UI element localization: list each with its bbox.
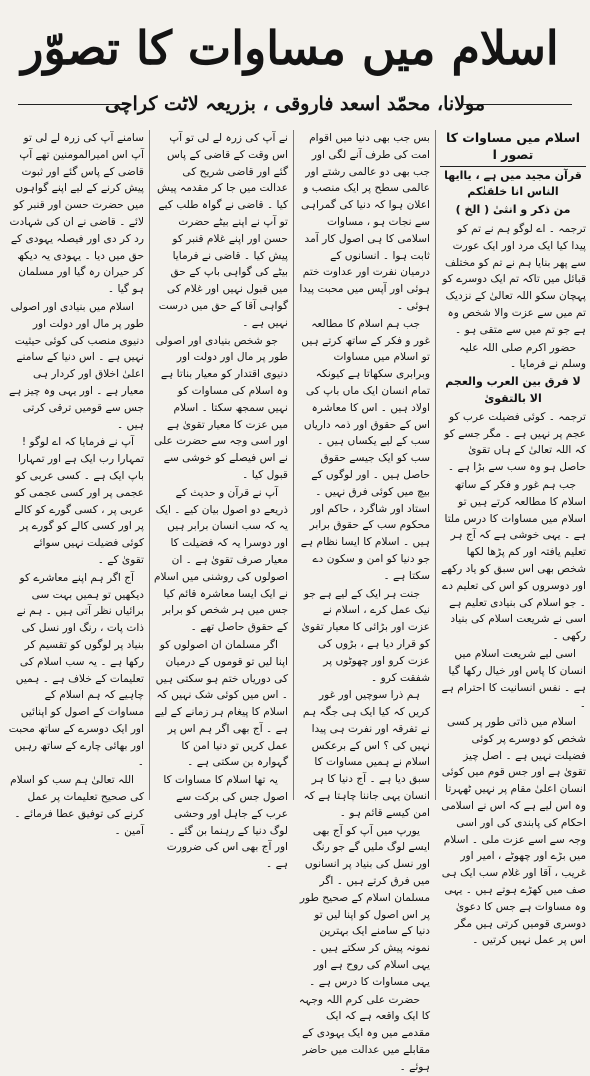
paragraph: یورپ میں آپ کو آج بھی ایسے لوگ ملیں گے جو رنگ اور نسل کی بنیاد پر انسانوں میں فرق کرتے ہیں ۔ اگر مسلمان اسلام کے صحیح طور پر اس اصول کو اپنا لیں تو دنیا کے سامنے ایک بہترین نمونہ پیش کر سکتے ہیں ۔ یہی اسلام کی روح ہے اور یہی مساوات کا درس ہے ۔ (299, 824, 430, 988)
hadith-quote: لا فرق بین العرب والعجم الا بالتقویٰ (445, 375, 581, 405)
paragraph: حضرت علی کرم اللہ وجہہ کا ایک واقعہ ہے کہ ایک مقدمے میں وہ ایک یہودی کے مقابلے میں عدالت میں حاضر ہوئے ۔ (298, 993, 430, 1073)
text-column-3 (153, 130, 288, 871)
paragraph: نے آپ کی زرہ لے لی تو آپ اس وقت کے قاضی کے پاس گئے اور قاضی شریح کی عدالت میں جا کر مقدمہ پیش کیا ۔ قاضی نے گواہ طلب کیے تو آپ نے اپنے بیٹے حضرت حسن اور اپنے غلام قنبر کو پیش کیا ۔ قاضی نے فرمایا بیٹے کی گواہی باپ کے حق میں قبول نہیں اور غلام کی گواہی آقا کے حق میں درست نہیں ہے ۔ (156, 132, 288, 329)
paragraph: جو شخص بنیادی اور اصولی طور پر مال اور دولت اور دنیوی اقتدار کو معیار بناتا ہے وہ اسلام کی مساوات کو نہیں سمجھ سکتا ۔ اسلام میں عزت کا معیار تقویٰ ہے اور اسی وجہ سے حضرت علی نے اس فیصلے کو خوشی سے قبول کیا ۔ (154, 334, 288, 481)
article-byline: مولانا، محمّد اسعد فاروقی ، بزریعہ لاٹت کراچی (104, 93, 486, 115)
article-columns (8, 130, 586, 1073)
text-column-1 (440, 130, 586, 947)
paragraph: اگر مسلمان ان اصولوں کو اپنا لیں تو قوموں کے درمیان کی دوریاں ختم ہو سکتی ہیں ۔ اس میں کوئی شک نہیں کہ اسلام کا پیغام ہر زمانے کے لیے ہے ۔ آج بھی اگر ہم اس پر عمل کریں تو دنیا امن کا گہوارہ بن سکتی ہے ۔ (154, 638, 288, 769)
column-divider (293, 130, 294, 800)
paragraph: جب ہم غور و فکر کے ساتھ اسلام کا مطالعہ کرتے ہیں تو اسلام میں مساوات کا درس ملتا ہے ۔ یہی خوشی ہے کہ آج ہر تعلیم یافتہ اور کم پڑھا لکھا شخص بھی اس سبق کو یاد رکھے اور دوسروں کو اس کی تعلیم دے ۔ جو اسلام کی بنیادی تعلیم ہے اسی نے شریعت اسلام کی بنیاد رکھی ۔ (440, 478, 586, 643)
paragraph: ترجمہ ۔ کوئی فضیلت عرب کو عجم پر نہیں ہے ۔ مگر جسے کو کہ اللہ تعالیٰ کے ہاں تقویٰ حاصل ہو وہ سب سے بڑا ہے ۔ (444, 410, 586, 474)
paragraph: اسلام میں ذاتی طور پر کسی شخص کو دوسرے پر کوئی فضیلت نہیں ہے ۔ اصل چیز تقویٰ ہے اور جس قوم میں کوئی انسان اعلیٰ مقام پر نہیں ٹھہرتا وہ اس لیے ہے کہ اس نے اسلامی احکام کی پابندی کی اور اسی وجہ سے اسے عزت ملی ۔ اسلام میں بڑے اور چھوٹے ، امیر اور غریب ، آقا اور غلام سب ایک ہی صف میں کھڑے ہوتے ہیں ۔ یہی وہ مساوات ہے جس کا دعویٰ دوسری قومیں کرتی ہیں مگر اس پر عمل نہیں کرتیں ۔ (441, 716, 586, 947)
paragraph: اسلام میں بنیادی اور اصولی طور پر مال اور دولت اور دنیوی منصب کی کوئی حیثیت نہیں ہے ۔ اس دنیا کے سامنے اعلیٰ اخلاق اور کردار ہی معیار ہے ۔ اور یہی وہ چیز ہے جس سے قومیں ترقی کرتی ہیں ۔ (8, 300, 144, 431)
text-column-2 (298, 130, 430, 1073)
paragraph: یہ تھا اسلام کا مساوات کا اصول جس کی برکت سے عرب کے جاہل اور وحشی لوگ دنیا کے رہنما بن گئے ۔ اور آج بھی اس کی ضرورت ہے ۔ (163, 774, 288, 871)
column-divider (149, 130, 150, 800)
paragraph: بس جب بھی دنیا میں اقوام امت کی طرف آنے لگی اور جب بھی دو عالمی رشتے اور عالمی سطح پر ایک منصب و اعلان ہوا کہ دنیا کی گمراہی سے نجات ہو ، مساوات اسلامی کا ہی اصول کار آمد ثابت ہوا ۔ انسانوں کے درمیان نفرت اور عداوت ختم ہوئی اور آپس میں محبت پیدا ہوئی ۔ (299, 132, 430, 312)
column-divider (435, 130, 436, 800)
paragraph: ہم ذرا سوچیں اور غور کریں کہ کیا ایک ہی جگہ ہم نے تفرقہ اور نفرت ہی پیدا نہیں کی ؟ اس کے برعکس اسلام نے ہمیں مساوات کا سبق دیا ہے ۔ آج دنیا کا ہر انسان یہی جاننا چاہتا ہے کہ امن کیسے قائم ہو ۔ (302, 689, 430, 819)
quran-verse-line: قرآن مجید میں ہے ، یاایھا الناس انا خلقنٰکم (444, 168, 582, 199)
paragraph: اللہ تعالیٰ ہم سب کو اسلام کی صحیح تعلیمات پر عمل کرنے کی توفیق عطا فرمائے ۔ آمین ۔ (10, 774, 144, 837)
paragraph: حضور اکرم صلی اللہ علیہ وسلم نے فرمایا ۔ (459, 341, 586, 371)
paragraph: سامنے آپ کی زرہ لے لی تو آپ اس امیرالمومنین تھے آپ قاضی کے پاس گئے اور ثبوت پیش کرنے کے لیے اپنے گواہوں میں حضرت حسن اور قنبر کو لائے ۔ قاضی نے ان کی شہادت رد کر دی اور فیصلہ یہودی کے حق میں دیا ۔ یہودی یہ دیکھ کر حیران رہ گیا اور مسلمان ہو گیا ۔ (9, 132, 144, 296)
article-title: اسلام میں مساوات کا تصوّر (21, 21, 559, 75)
paragraph: اسی لیے شریعت اسلام میں انسان کا پاس اور خیال رکھا گیا ہے ۔ نفس انسانیت کا احترام ہے ۔ (441, 647, 586, 711)
paragraph: آج اگر ہم اپنے معاشرے کو دیکھیں تو ہمیں بہت سی برائیاں نظر آتی ہیں ۔ ہم نے ذات پات ، رنگ اور نسل کی بنیاد پر لوگوں کو تقسیم کر رکھا ہے ۔ یہ سب اسلام کی تعلیمات کے خلاف ہے ۔ ہمیں چاہیے کہ ہم اسلام کے مساوات کے اصول کو اپنائیں اور ایک دوسرے کے ساتھ محبت اور بھائی چارے کے ساتھ رہیں ۔ (8, 571, 144, 769)
quran-verse-line: من ذکر و انثیٰ ( الخ ) (455, 203, 571, 217)
paragraph: جنت ہر ایک کے لیے ہے جو نیک عمل کرے ، اسلام نے عزت اور بڑائی کا معیار تقویٰ کو قرار دیا ہے ، بڑوں کی عزت کرو اور چھوٹوں پر شفقت کرو ۔ (301, 587, 430, 684)
byline-rule-right (462, 104, 572, 105)
paragraph: آپ نے قرآن و حدیث کے ذریعے دو اصول بیان کیے ۔ ایک یہ کہ سب انسان برابر ہیں اور دوسرا یہ کہ فضیلت کا معیار صرف تقویٰ ہے ۔ ان اصولوں کی روشنی میں اسلام نے ایک ایسا معاشرہ قائم کیا جس میں ہر شخص کو برابر کے حقوق حاصل تھے ۔ (153, 486, 288, 634)
paragraph: آپ نے فرمایا کہ اے لوگو ! تمہارا رب ایک ہے اور تمہارا باپ ایک ہے ۔ کسی عربی کو عجمی پر اور کسی عجمی کو عربی پر ، کسی گورے کو کالے پر اور کسی کالے کو گورے پر کوئی فضیلت نہیں سوائے تقویٰ کے ۔ (14, 436, 144, 566)
paragraph: جب ہم اسلام کا مطالعہ غور و فکر کے ساتھ کرتے ہیں تو اسلام میں مساوات وبرابری سکھاتا ہے کیونکہ تمام انسان ایک ماں باپ کی اولاد ہیں ۔ اس کا معاشرہ اس کے حقوق اور ذمہ داریاں سب کے لیے یکساں ہیں ۔ سب کو ایک جیسے حقوق حاصل ہیں ۔ اور لوگوں کے بیچ میں کوئی فرق نہیں ۔ استاد اور شاگرد ، حاکم اور محکوم سب کے حقوق برابر ہیں ۔ اسلام کا ایسا نظام ہے جو دنیا کو امن و سکون دے سکتا ہے ۔ (300, 317, 430, 582)
section-heading: اسلام میں مساوات کا تصور ا (440, 130, 586, 167)
paragraph: ترجمہ ۔ اے لوگو ہم نے تم کو پیدا کیا ایک مرد اور ایک عورت سے پھر بنایا ہم نے تم کو مختلف قبائل میں تاکہ تم ایک دوسرے کو پہچان سکو اللہ تعالیٰ کے نزدیک تم میں سے عزت والا شخص وہ ہے جو تم میں سے متقی ہو ۔ (442, 222, 586, 336)
text-column-4 (8, 130, 144, 837)
